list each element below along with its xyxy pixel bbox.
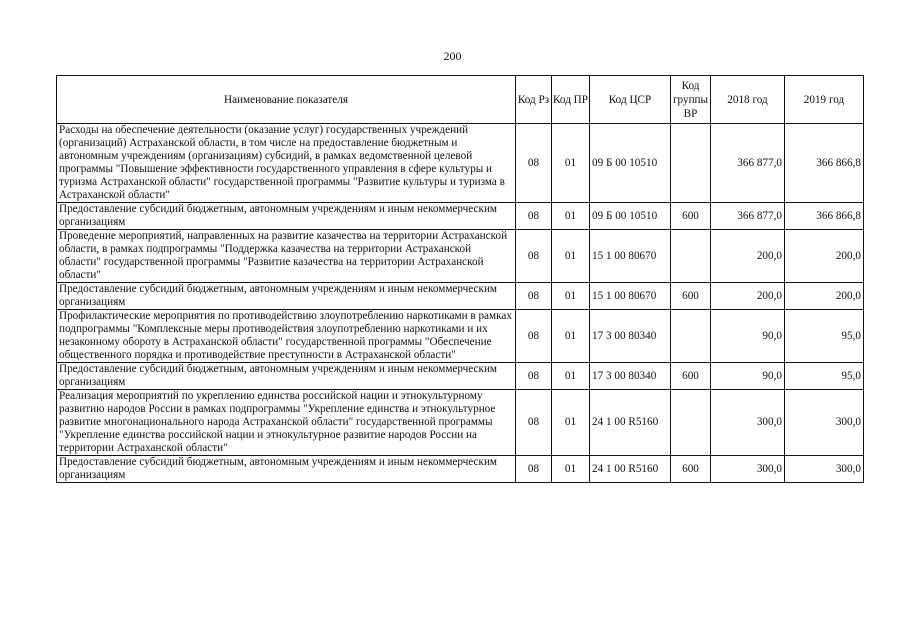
row-2019: 366 866,8 bbox=[785, 203, 864, 230]
row-2018: 90,0 bbox=[711, 310, 785, 363]
row-rz: 08 bbox=[516, 310, 552, 363]
row-pr: 01 bbox=[552, 283, 590, 310]
row-2018: 90,0 bbox=[711, 363, 785, 390]
row-name: Предоставление субсидий бюджетным, автономным учреждениям и иным некоммерческим организациям bbox=[57, 363, 516, 390]
row-pr: 01 bbox=[552, 230, 590, 283]
header-row bbox=[57, 76, 864, 124]
row-2018: 200,0 bbox=[711, 230, 785, 283]
row-csr: 15 1 00 80670 bbox=[590, 283, 671, 310]
row-pr: 01 bbox=[552, 363, 590, 390]
row-vr: 600 bbox=[671, 363, 711, 390]
row-csr: 17 3 00 80340 bbox=[590, 363, 671, 390]
row-2019: 95,0 bbox=[785, 363, 864, 390]
row-rz: 08 bbox=[516, 203, 552, 230]
row-2019: 200,0 bbox=[785, 283, 864, 310]
row-2018: 200,0 bbox=[711, 283, 785, 310]
row-csr: 24 1 00 R5160 bbox=[590, 456, 671, 483]
header-csr: Код ЦСР bbox=[590, 76, 671, 124]
row-pr: 01 bbox=[552, 456, 590, 483]
row-csr: 15 1 00 80670 bbox=[590, 230, 671, 283]
row-vr bbox=[671, 310, 711, 363]
row-csr: 09 Б 00 10510 bbox=[590, 124, 671, 203]
row-vr: 600 bbox=[671, 283, 711, 310]
row-2019: 300,0 bbox=[785, 390, 864, 456]
row-2019: 366 866,8 bbox=[785, 124, 864, 203]
row-name: Проведение мероприятий, направленных на развитие казачества на территории Астраханской области, в рамках подпрограммы "Поддержка казачества на территории Астраханской области" государственной программы "Развитие казачества на территории Астраханской области" bbox=[57, 230, 516, 283]
table-row bbox=[57, 283, 864, 310]
table-row bbox=[57, 390, 864, 456]
row-vr bbox=[671, 124, 711, 203]
table-row bbox=[57, 124, 864, 203]
row-rz: 08 bbox=[516, 456, 552, 483]
row-2018: 300,0 bbox=[711, 390, 785, 456]
row-rz: 08 bbox=[516, 390, 552, 456]
row-vr bbox=[671, 230, 711, 283]
row-pr: 01 bbox=[552, 203, 590, 230]
header-pr: Код ПР bbox=[552, 76, 590, 124]
header-name: Наименование показателя bbox=[57, 76, 516, 124]
table-row bbox=[57, 363, 864, 390]
row-vr: 600 bbox=[671, 203, 711, 230]
row-2019: 200,0 bbox=[785, 230, 864, 283]
row-pr: 01 bbox=[552, 124, 590, 203]
row-pr: 01 bbox=[552, 310, 590, 363]
row-csr: 24 1 00 R5160 bbox=[590, 390, 671, 456]
row-2018: 300,0 bbox=[711, 456, 785, 483]
row-pr: 01 bbox=[552, 390, 590, 456]
row-csr: 09 Б 00 10510 bbox=[590, 203, 671, 230]
row-name: Предоставление субсидий бюджетным, автономным учреждениям и иным некоммерческим организациям bbox=[57, 456, 516, 483]
row-rz: 08 bbox=[516, 230, 552, 283]
row-vr bbox=[671, 390, 711, 456]
row-name: Расходы на обеспечение деятельности (оказание услуг) государственных учреждений (организаций) Астраханской области, в том числе на предоставление бюджетным и автономным учреждениям (организациям) субсидий, в рамках ведомственной целевой программы "Повышение эффективности государственного управления в сфере культуры и туризма Астраханской области" государственной программы "Развитие культуры и туризма в Астраханской области" bbox=[57, 124, 516, 203]
page-number: 200 bbox=[443, 49, 462, 63]
row-2018: 366 877,0 bbox=[711, 124, 785, 203]
header-rz: Код Рз bbox=[516, 76, 552, 124]
row-vr: 600 bbox=[671, 456, 711, 483]
row-csr: 17 3 00 80340 bbox=[590, 310, 671, 363]
row-2019: 300,0 bbox=[785, 456, 864, 483]
row-2019: 95,0 bbox=[785, 310, 864, 363]
row-name: Реализация мероприятий по укреплению единства российской нации и этнокультурному развитию народов России в рамках подпрограммы "Укрепление единства и этнокультурное развитие многонационального народа Астраханской области" государственной программы "Укрепление единства российской нации и этнокультурное развитие народов России на территории Астраханской области" bbox=[57, 390, 516, 456]
row-name: Предоставление субсидий бюджетным, автономным учреждениям и иным некоммерческим организациям bbox=[57, 203, 516, 230]
row-name: Предоставление субсидий бюджетным, автономным учреждениям и иным некоммерческим организациям bbox=[57, 283, 516, 310]
table-row bbox=[57, 456, 864, 483]
row-rz: 08 bbox=[516, 363, 552, 390]
row-rz: 08 bbox=[516, 124, 552, 203]
row-2018: 366 877,0 bbox=[711, 203, 785, 230]
table-row bbox=[57, 203, 864, 230]
table-row bbox=[57, 310, 864, 363]
header-vr: Код группы ВР bbox=[671, 76, 711, 124]
header-2018: 2018 год bbox=[711, 76, 785, 124]
budget-table bbox=[56, 75, 864, 483]
row-name: Профилактические мероприятия по противодействию злоупотреблению наркотиками в рамках подпрограммы "Комплексные меры противодействия злоупотреблению наркотиками и их незаконному обороту в Астраханской области" государственной программы "Обеспечение общественного порядка и противодействие преступности в Астраханской области" bbox=[57, 310, 516, 363]
table-row bbox=[57, 230, 864, 283]
row-rz: 08 bbox=[516, 283, 552, 310]
header-2019: 2019 год bbox=[785, 76, 864, 124]
